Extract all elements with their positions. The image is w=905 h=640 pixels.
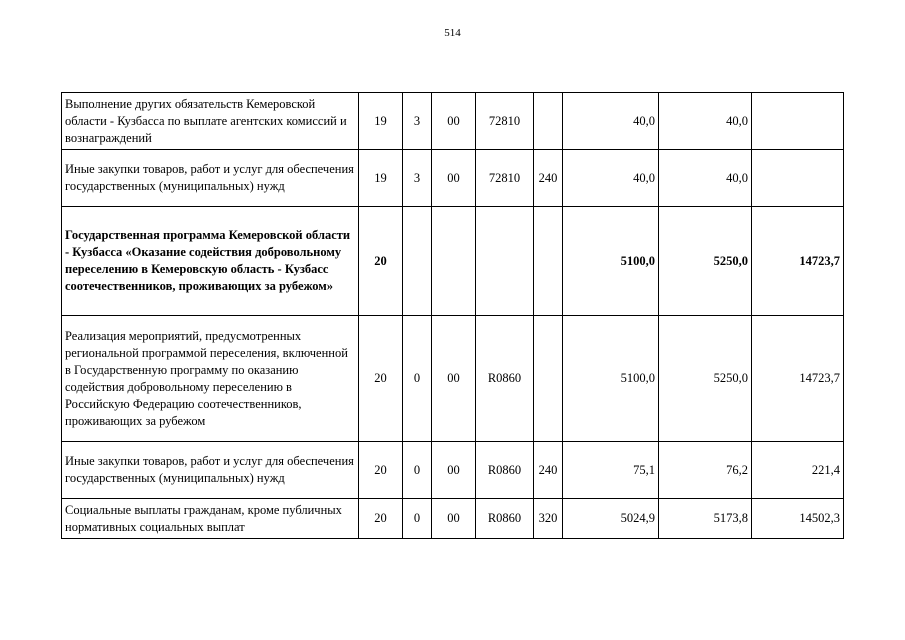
program-code: 19 (359, 93, 403, 150)
amount-year-1: 5024,9 (563, 499, 659, 539)
program-code: 20 (359, 207, 403, 316)
program-code: 20 (359, 442, 403, 499)
subprogram-code: 3 (403, 93, 432, 150)
amount-year-2: 5250,0 (659, 207, 752, 316)
amount-year-3: 14723,7 (752, 316, 844, 442)
amount-year-3: 14723,7 (752, 207, 844, 316)
program-code: 20 (359, 316, 403, 442)
row-description: Иные закупки товаров, работ и услуг для обеспечения государственных (муниципальных) нужд (62, 150, 359, 207)
subprogram-code: 0 (403, 499, 432, 539)
amount-year-1: 40,0 (563, 150, 659, 207)
amount-year-2: 5250,0 (659, 316, 752, 442)
table-row (62, 316, 844, 442)
expense-type-code: 240 (534, 442, 563, 499)
item-code: R0860 (476, 442, 534, 499)
amount-year-3 (752, 150, 844, 207)
row-description: Иные закупки товаров, работ и услуг для обеспечения государственных (муниципальных) нужд (62, 442, 359, 499)
expense-type-code (534, 316, 563, 442)
table-row (62, 207, 844, 316)
budget-table (61, 92, 844, 539)
subprogram-code (403, 207, 432, 316)
amount-year-1: 5100,0 (563, 316, 659, 442)
direction-code: 00 (432, 442, 476, 499)
amount-year-2: 76,2 (659, 442, 752, 499)
table-row (62, 93, 844, 150)
expense-type-code (534, 207, 563, 316)
item-code: R0860 (476, 499, 534, 539)
table-row (62, 442, 844, 499)
expense-type-code: 320 (534, 499, 563, 539)
direction-code: 00 (432, 93, 476, 150)
row-description: Выполнение других обязательств Кемеровской области - Кузбасса по выплате агентских комиссий и вознаграждений (62, 93, 359, 150)
program-code: 19 (359, 150, 403, 207)
table-row (62, 150, 844, 207)
item-code: 72810 (476, 93, 534, 150)
amount-year-1: 5100,0 (563, 207, 659, 316)
amount-year-1: 75,1 (563, 442, 659, 499)
direction-code: 00 (432, 499, 476, 539)
item-code (476, 207, 534, 316)
row-description: Социальные выплаты гражданам, кроме публичных нормативных социальных выплат (62, 499, 359, 539)
amount-year-3 (752, 93, 844, 150)
program-code: 20 (359, 499, 403, 539)
direction-code (432, 207, 476, 316)
item-code: 72810 (476, 150, 534, 207)
amount-year-2: 40,0 (659, 93, 752, 150)
table-row (62, 499, 844, 539)
amount-year-3: 14502,3 (752, 499, 844, 539)
amount-year-2: 40,0 (659, 150, 752, 207)
row-description: Государственная программа Кемеровской области - Кузбасса «Оказание содействия добровольному переселению в Кемеровскую область - Кузбасс соотечественников, проживающих за рубежом» (62, 207, 359, 316)
item-code: R0860 (476, 316, 534, 442)
direction-code: 00 (432, 316, 476, 442)
row-description: Реализация мероприятий, предусмотренных региональной программой переселения, включенной в Государственную программу по оказанию содействия добровольному переселению в Российскую Федерацию соотечественников, проживающих за рубежом (62, 316, 359, 442)
direction-code: 00 (432, 150, 476, 207)
subprogram-code: 0 (403, 442, 432, 499)
amount-year-2: 5173,8 (659, 499, 752, 539)
expense-type-code: 240 (534, 150, 563, 207)
amount-year-1: 40,0 (563, 93, 659, 150)
amount-year-3: 221,4 (752, 442, 844, 499)
expense-type-code (534, 93, 563, 150)
subprogram-code: 0 (403, 316, 432, 442)
page-number: 514 (444, 27, 461, 39)
subprogram-code: 3 (403, 150, 432, 207)
